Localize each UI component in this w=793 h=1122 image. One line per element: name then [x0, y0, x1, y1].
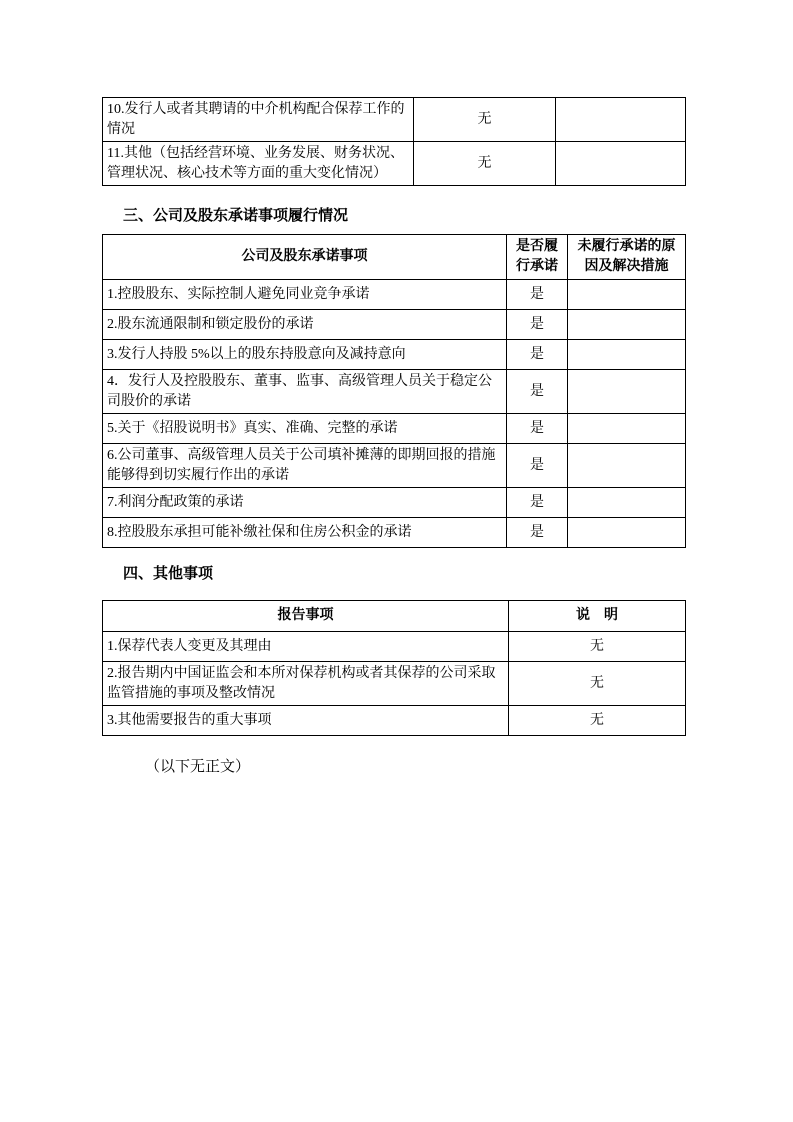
fulfilled-cell: 是 — [507, 280, 568, 310]
section-heading-other-matters: 四、其他事项 — [123, 566, 214, 582]
document-content — [102, 97, 685, 778]
note-cell: 无 — [509, 632, 686, 662]
item-cell: 1.保荐代表人变更及其理由 — [103, 632, 509, 662]
other-matters-table — [102, 600, 686, 736]
item-cell: 5.关于《招股说明书》真实、准确、完整的承诺 — [103, 414, 507, 444]
item-cell: 6.公司董事、高级管理人员关于公司填补摊薄的即期回报的措施能够得到切实履行作出的承诺 — [103, 444, 507, 488]
item-cell: 1.控股股东、实际控制人避免同业竞争承诺 — [103, 280, 507, 310]
commitments-table — [102, 234, 686, 548]
fulfilled-cell: 是 — [507, 444, 568, 488]
fulfilled-cell: 是 — [507, 340, 568, 370]
header-report-items: 报告事项 — [103, 601, 509, 632]
table-row — [103, 518, 686, 548]
note-cell — [568, 370, 686, 414]
note-cell: 无 — [509, 706, 686, 736]
table-row — [103, 340, 686, 370]
section-heading-commitments: 三、公司及股东承诺事项履行情况 — [123, 208, 349, 224]
fulfilled-cell: 是 — [507, 414, 568, 444]
note-cell — [568, 340, 686, 370]
item-cell: 10.发行人或者其聘请的中介机构配合保荐工作的情况 — [103, 98, 414, 142]
fulfilled-cell: 是 — [507, 518, 568, 548]
item-cell: 2.股东流通限制和锁定股份的承诺 — [103, 310, 507, 340]
end-of-text-note: （以下无正文） — [145, 759, 251, 775]
item-cell: 3.发行人持股 5%以上的股东持股意向及减持意向 — [103, 340, 507, 370]
note-cell — [568, 488, 686, 518]
note-cell — [556, 142, 686, 186]
table-row — [103, 414, 686, 444]
table-row — [103, 280, 686, 310]
table-header-row — [103, 601, 686, 632]
header-fulfilled: 是否履行承诺 — [507, 235, 568, 280]
header-commitment-items: 公司及股东承诺事项 — [103, 235, 507, 280]
table-row — [103, 706, 686, 736]
table-row — [103, 370, 686, 414]
item-cell: 3.其他需要报告的重大事项 — [103, 706, 509, 736]
item-cell: 4．发行人及控股股东、董事、监事、高级管理人员关于稳定公司股价的承诺 — [103, 370, 507, 414]
table-row — [103, 310, 686, 340]
sponsorship-work-table — [102, 97, 686, 186]
note-cell — [568, 444, 686, 488]
table-row — [103, 142, 686, 186]
note-cell — [568, 280, 686, 310]
table-row — [103, 632, 686, 662]
status-cell: 无 — [414, 98, 556, 142]
item-cell: 8.控股股东承担可能补缴社保和住房公积金的承诺 — [103, 518, 507, 548]
table-row — [103, 98, 686, 142]
item-cell: 7.利润分配政策的承诺 — [103, 488, 507, 518]
header-explanation: 说 明 — [509, 601, 686, 632]
item-cell: 2.报告期内中国证监会和本所对保荐机构或者其保荐的公司采取监管措施的事项及整改情况 — [103, 662, 509, 706]
fulfilled-cell: 是 — [507, 370, 568, 414]
note-cell — [568, 310, 686, 340]
table-header-row — [103, 235, 686, 280]
note-cell — [568, 518, 686, 548]
item-cell: 11.其他（包括经营环境、业务发展、财务状况、管理状况、核心技术等方面的重大变化情况） — [103, 142, 414, 186]
table-row — [103, 444, 686, 488]
note-cell — [568, 414, 686, 444]
fulfilled-cell: 是 — [507, 310, 568, 340]
table-row — [103, 488, 686, 518]
note-cell: 无 — [509, 662, 686, 706]
table-row — [103, 662, 686, 706]
header-unfulfilled-reason: 未履行承诺的原因及解决措施 — [568, 235, 686, 280]
status-cell: 无 — [414, 142, 556, 186]
note-cell — [556, 98, 686, 142]
fulfilled-cell: 是 — [507, 488, 568, 518]
